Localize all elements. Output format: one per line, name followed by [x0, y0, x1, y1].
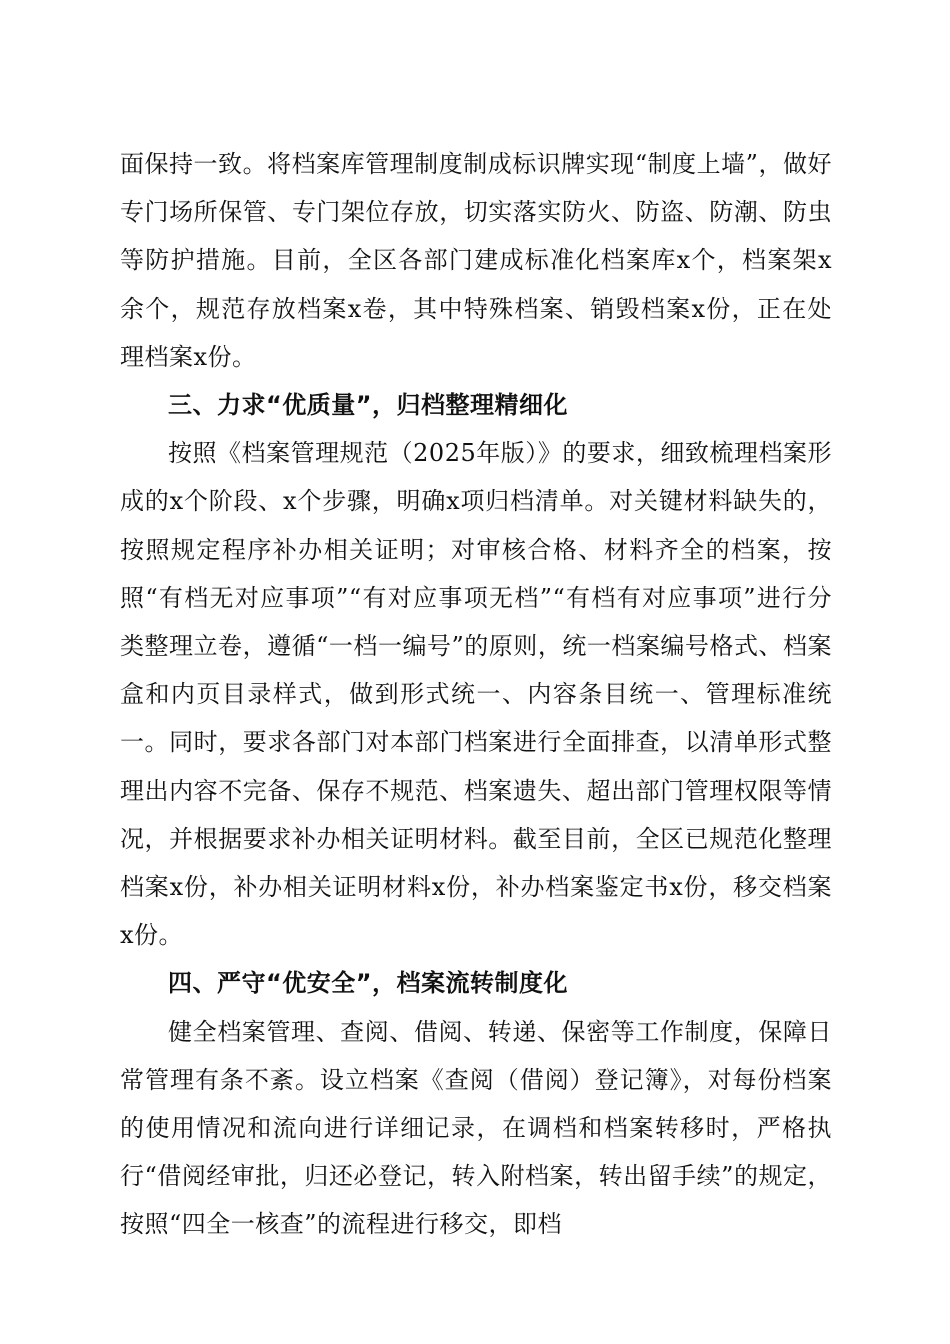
paragraph-archive-circulation: 健全档案管理、查阅、借阅、转递、保密等工作制度，保障日常管理有条不紊。设立档案《查阅（借阅）登记簿》，对每份档案的使用情况和流向进行详细记录，在调档和档案转移时，严格执行“借阅经审批，归还必登记，转入附档案，转出留手续”的规定，按照“四全一核查”的流程进行移交，即档: [120, 1017, 832, 1239]
section-heading-4: 四、严守“优安全”，档案流转制度化: [168, 969, 569, 998]
document-page: [120, 140, 832, 1249]
paragraph-archive-organization: 按照《档案管理规范（2025年版）》的要求，细致梳理档案形成的x个阶段、x个步骤，明确x项归档清单。对关键材料缺失的，按照规定程序补办相关证明；对审核合格、材料齐全的档案，按照“有档无对应事项”“有对应事项无档”“有档有对应事项”进行分类整理立卷，遵循“一档一编号”的原则，统一档案编号格式、档案盒和内页目录样式，做到形式统一、内容条目统一、管理标准统一。同时，要求各部门对本部门档案进行全面排查，以清单形式整理出内容不完备、保存不规范、档案遗失、超出部门管理权限等情况，并根据要求补办相关证明材料。截至目前，全区已规范化整理档案x份，补办相关证明材料x份，补办档案鉴定书x份，移交档案x份。: [120, 439, 832, 950]
paragraph-archive-storage: 面保持一致。将档案库管理制度制成标识牌实现“制度上墙”，做好专门场所保管、专门架位存放，切实落实防火、防盗、防潮、防虫等防护措施。目前，全区各部门建成标准化档案库x个，档案架x余个，规范存放档案x卷，其中特殊档案、销毁档案x份，正在处理档案x份。: [120, 150, 832, 371]
section-heading-3: 三、力求“优质量”，归档整理精细化: [168, 391, 569, 420]
